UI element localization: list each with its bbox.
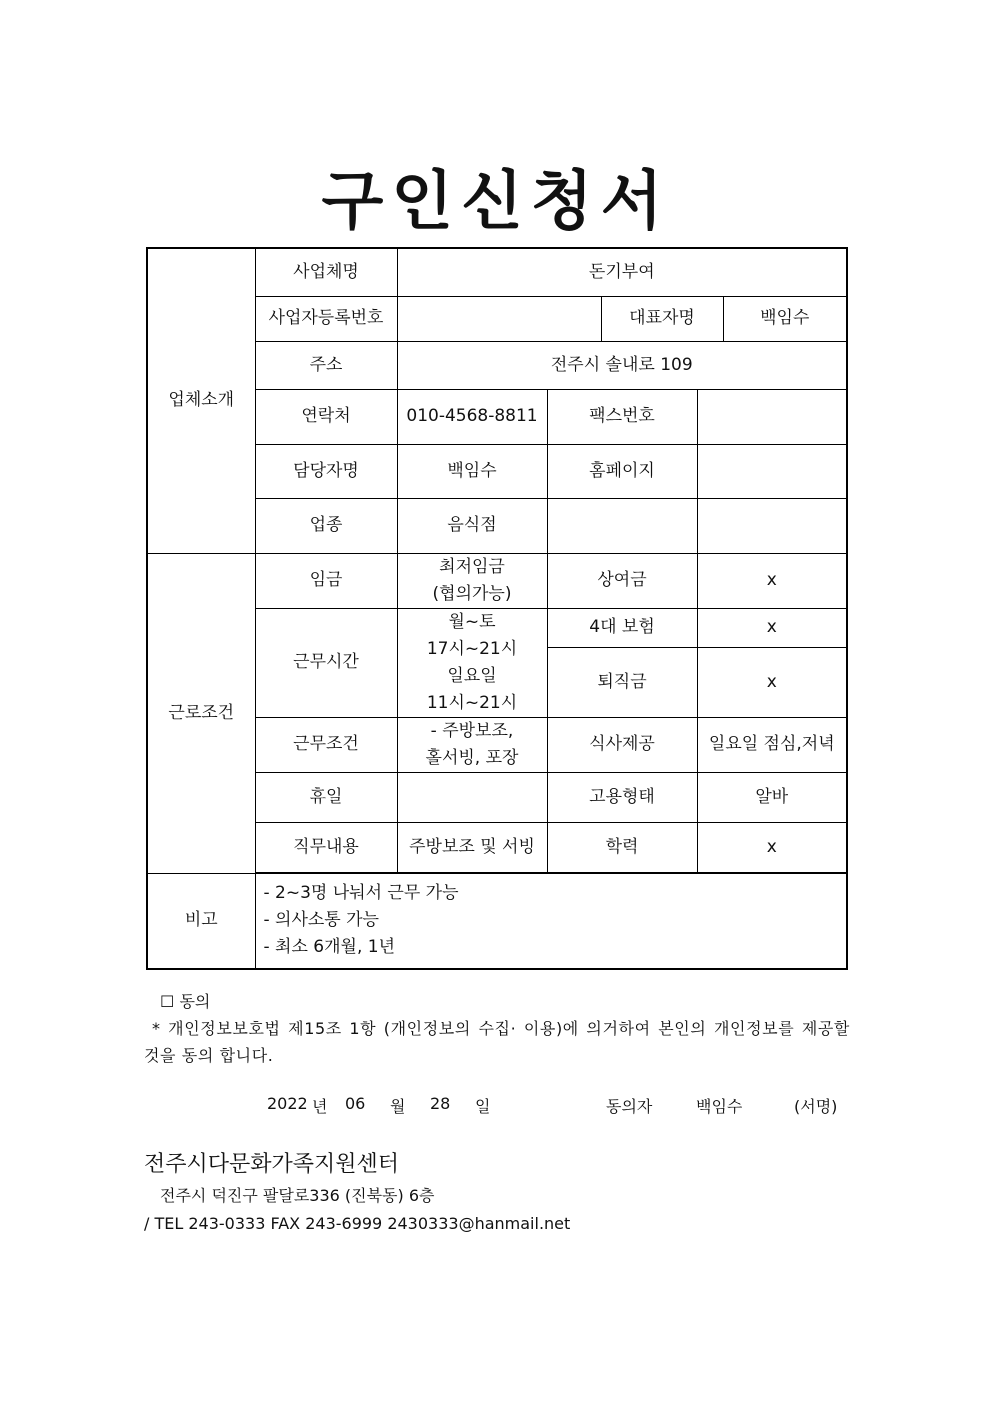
work-hours-line: 17시~21시: [426, 638, 518, 659]
consent-text: * 개인정보보호법 제15조 1항 (개인정보의 수집· 이용)에 의거하여 본인의 개인정보를 제공할 것을 동의 합니다.: [144, 1019, 850, 1065]
ceo-name-label: 대표자명: [601, 296, 723, 341]
signer-label: 동의자: [606, 1097, 653, 1116]
business-name-value: 돈기부여: [397, 248, 847, 296]
date-year-unit: 년: [312, 1097, 328, 1116]
industry-value: 음식점: [397, 498, 547, 553]
consent-checkbox-row[interactable]: [144, 988, 850, 1015]
organization-contact: [144, 1182, 570, 1238]
note-line: - 2~3명 나눠서 근무 가능: [263, 883, 459, 904]
work-conditions-label: 근무조건: [255, 717, 397, 772]
ceo-name-value: 백임수: [723, 296, 847, 341]
severance-label: 퇴직금: [547, 648, 697, 717]
document-title: 구인신청서: [321, 164, 671, 239]
bonus-label: 상여금: [547, 553, 697, 608]
wage-label: 임금: [255, 553, 397, 608]
section-company: 업체소개: [147, 248, 255, 553]
signature-label: (서명): [794, 1097, 838, 1116]
education-value: x: [697, 822, 847, 872]
wage-line: 최저임금: [439, 556, 505, 577]
employment-type-label: 고용형태: [547, 772, 697, 822]
empty-cell: [547, 498, 697, 553]
work-hours-line: 11시~21시: [426, 692, 518, 713]
duty-value: 주방보조 및 서빙: [397, 822, 547, 872]
date-day: 28: [430, 1094, 451, 1113]
date-year: 2022: [267, 1094, 308, 1113]
consent-block: [144, 988, 850, 1069]
registration-number-value: [397, 296, 601, 341]
note-line: - 의사소통 가능: [263, 910, 379, 931]
manager-label: 담당자명: [255, 444, 397, 498]
work-conditions-line: - 주방보조,: [430, 720, 514, 741]
date-month-unit: 월: [390, 1097, 406, 1116]
education-label: 학력: [547, 822, 697, 872]
organization-name: 전주시다문화가족지원센터: [144, 1152, 400, 1177]
consent-label: 동의: [179, 992, 211, 1011]
section-notes: 비고: [147, 873, 255, 969]
meal-value: 일요일 점심,저녁: [697, 717, 847, 772]
date-day-unit: 일: [475, 1097, 491, 1116]
job-application-table: [146, 247, 848, 970]
contact-value: 010-4568-8811: [397, 389, 547, 444]
work-conditions-line: 홀서빙, 포장: [425, 747, 519, 768]
contact-label: 연락처: [255, 389, 397, 444]
fax-label: 팩스번호: [547, 389, 697, 444]
manager-value: 백임수: [397, 444, 547, 498]
business-name-label: 사업체명: [255, 248, 397, 296]
work-hours-label: 근무시간: [255, 608, 397, 717]
organization-phone-email: / TEL 243-0333 FAX 243-6999 2430333@hanmail.net: [144, 1214, 571, 1233]
section-conditions: 근로조건: [147, 553, 255, 873]
address-value: 전주시 솔내로 109: [397, 341, 847, 389]
date-month: 06: [345, 1094, 366, 1113]
work-hours-line: 월~토: [448, 611, 496, 632]
work-hours-line: 일요일: [447, 665, 497, 686]
homepage-label: 홈페이지: [547, 444, 697, 498]
registration-number-label: 사업자등록번호: [255, 296, 397, 341]
signer-name: 백임수: [696, 1097, 743, 1116]
homepage-value: [697, 444, 847, 498]
address-label: 주소: [255, 341, 397, 389]
insurance-label: 4대 보험: [547, 608, 697, 648]
organization-address: 전주시 덕진구 팔달로336 (진북동) 6층: [160, 1186, 435, 1205]
empty-cell: [697, 498, 847, 553]
duty-label: 직무내용: [255, 822, 397, 872]
wage-line: (협의가능): [432, 583, 512, 604]
industry-label: 업종: [255, 498, 397, 553]
fax-value: [697, 389, 847, 444]
bonus-value: x: [697, 553, 847, 608]
severance-value: x: [697, 648, 847, 717]
note-line: - 최소 6개월, 1년: [263, 937, 395, 958]
checkbox-icon[interactable]: ☐: [160, 992, 175, 1011]
employment-type-value: 알바: [697, 772, 847, 822]
notes-value: [255, 873, 847, 969]
meal-label: 식사제공: [547, 717, 697, 772]
insurance-value: x: [697, 608, 847, 648]
holiday-label: 휴일: [255, 772, 397, 822]
work-conditions-value: [397, 717, 547, 772]
work-hours-value: [397, 608, 547, 717]
holiday-value: [397, 772, 547, 822]
wage-value: [397, 553, 547, 608]
